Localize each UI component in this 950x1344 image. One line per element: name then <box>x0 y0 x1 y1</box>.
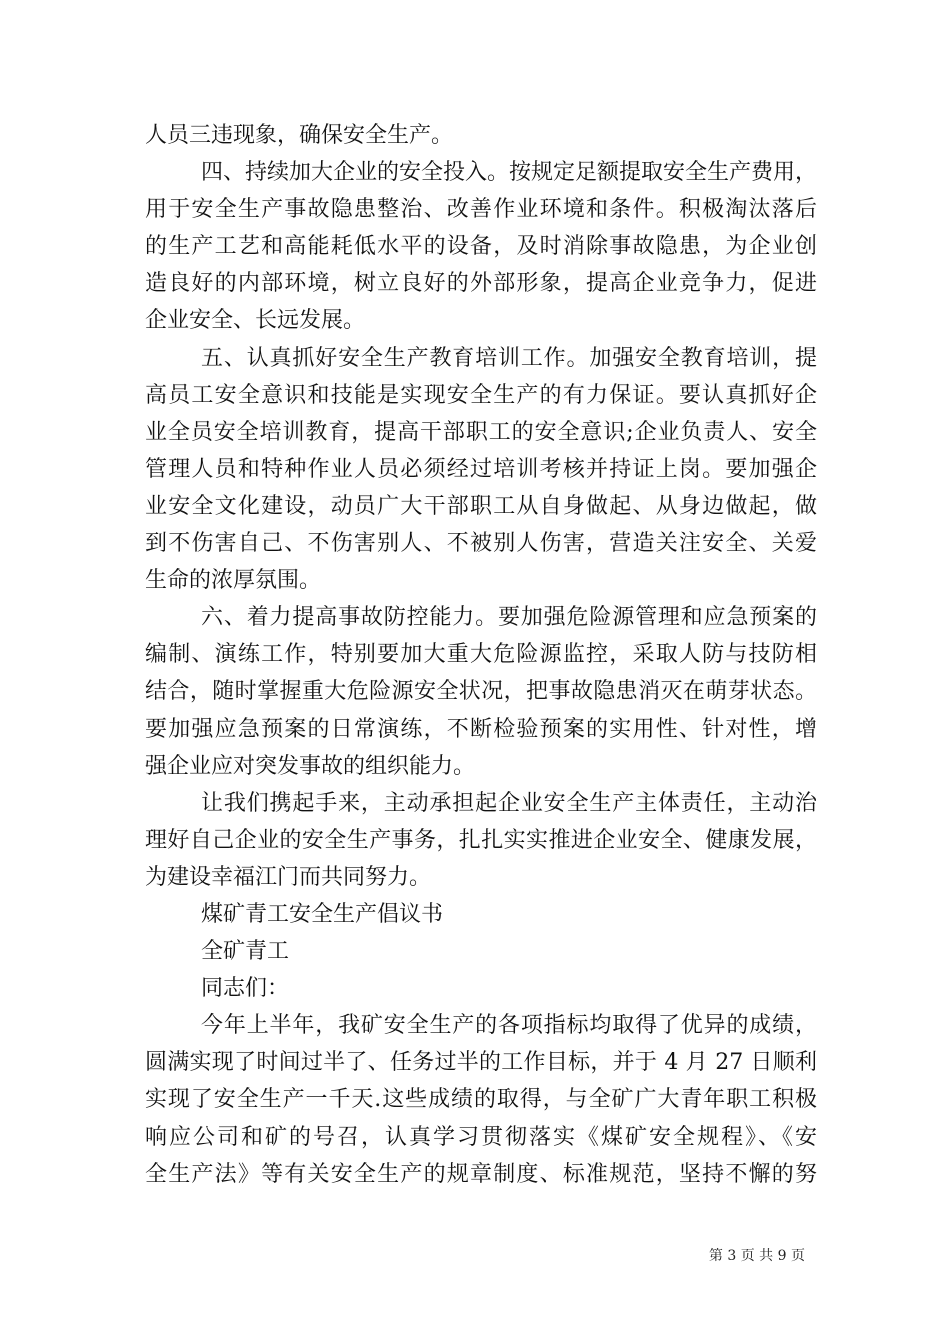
text-line: 强企业应对突发事故的组织能力。 <box>145 753 476 779</box>
text-line: 响应公司和矿的号召，认真学习贯彻落实《煤矿安全规程》、《安 <box>145 1124 817 1150</box>
text-line: 造良好的内部环境，树立良好的外部形象，提高企业竞争力，促进 <box>145 271 817 297</box>
text-line: 结合，随时掌握重大危险源安全状况，把事故隐患消灭在萌芽状态。 <box>145 679 817 705</box>
text-line: 企业安全、长远发展。 <box>145 308 366 334</box>
text-line: 六、着力提高事故防控能力。要加强危险源管理和应急预案的 <box>201 605 817 631</box>
text-line: 用于安全生产事故隐患整治、改善作业环境和条件。积极淘汰落后 <box>145 197 817 223</box>
text-line: 要加强应急预案的日常演练，不断检验预案的实用性、针对性，增 <box>145 716 817 742</box>
text-line: 全矿青工 <box>201 939 290 965</box>
text-line: 业安全文化建设，动员广大干部职工从自身做起、从身边做起，做 <box>145 493 817 519</box>
page-number: 第 3 页 共 9 页 <box>708 1248 805 1264</box>
text-line: 今年上半年，我矿安全生产的各项指标均取得了优异的成绩， <box>201 1013 817 1039</box>
text-line: 高员工安全意识和技能是实现安全生产的有力保证。要认真抓好企 <box>145 382 817 408</box>
text-line: 圆满实现了时间过半了、任务过半的工作目标，并于 4 月 27 日顺利 <box>145 1050 817 1076</box>
text-line: 让我们携起手来，主动承担起企业安全生产主体责任，主动治 <box>201 790 817 816</box>
text-line: 五、认真抓好安全生产教育培训工作。加强安全教育培训，提 <box>201 345 817 371</box>
text-line: 全生产法》等有关安全生产的规章制度、标准规范，坚持不懈的努 <box>145 1161 817 1187</box>
text-line: 理好自己企业的安全生产事务，扎扎实实推进企业安全、健康发展， <box>145 827 817 853</box>
text-line: 到不伤害自己、不伤害别人、不被别人伤害，营造关注安全、关爱 <box>145 531 817 557</box>
text-line: 的生产工艺和高能耗低水平的设备，及时消除事故隐患，为企业创 <box>145 234 817 260</box>
text-line: 管理人员和特种作业人员必须经过培训考核并持证上岗。要加强企 <box>145 456 817 482</box>
text-line: 为建设幸福江门而共同努力。 <box>145 864 432 890</box>
text-line: 煤矿青工安全生产倡议书 <box>201 901 444 927</box>
text-line: 四、持续加大企业的安全投入。按规定足额提取安全生产费用， <box>201 160 818 186</box>
document-body <box>145 117 817 1193</box>
text-line: 实现了安全生产一千天.这些成绩的取得，与全矿广大青年职工积极 <box>145 1087 817 1113</box>
text-line: 生命的浓厚氛围。 <box>145 568 322 594</box>
text-line: 业全员安全培训教育，提高干部职工的安全意识;企业负责人、安全 <box>145 419 817 445</box>
text-line: 人员三违现象，确保安全生产。 <box>145 123 454 148</box>
text-line: 编制、演练工作，特别要加大重大危险源监控，采取人防与技防相 <box>145 642 817 668</box>
text-line: 同志们： <box>201 976 290 1002</box>
